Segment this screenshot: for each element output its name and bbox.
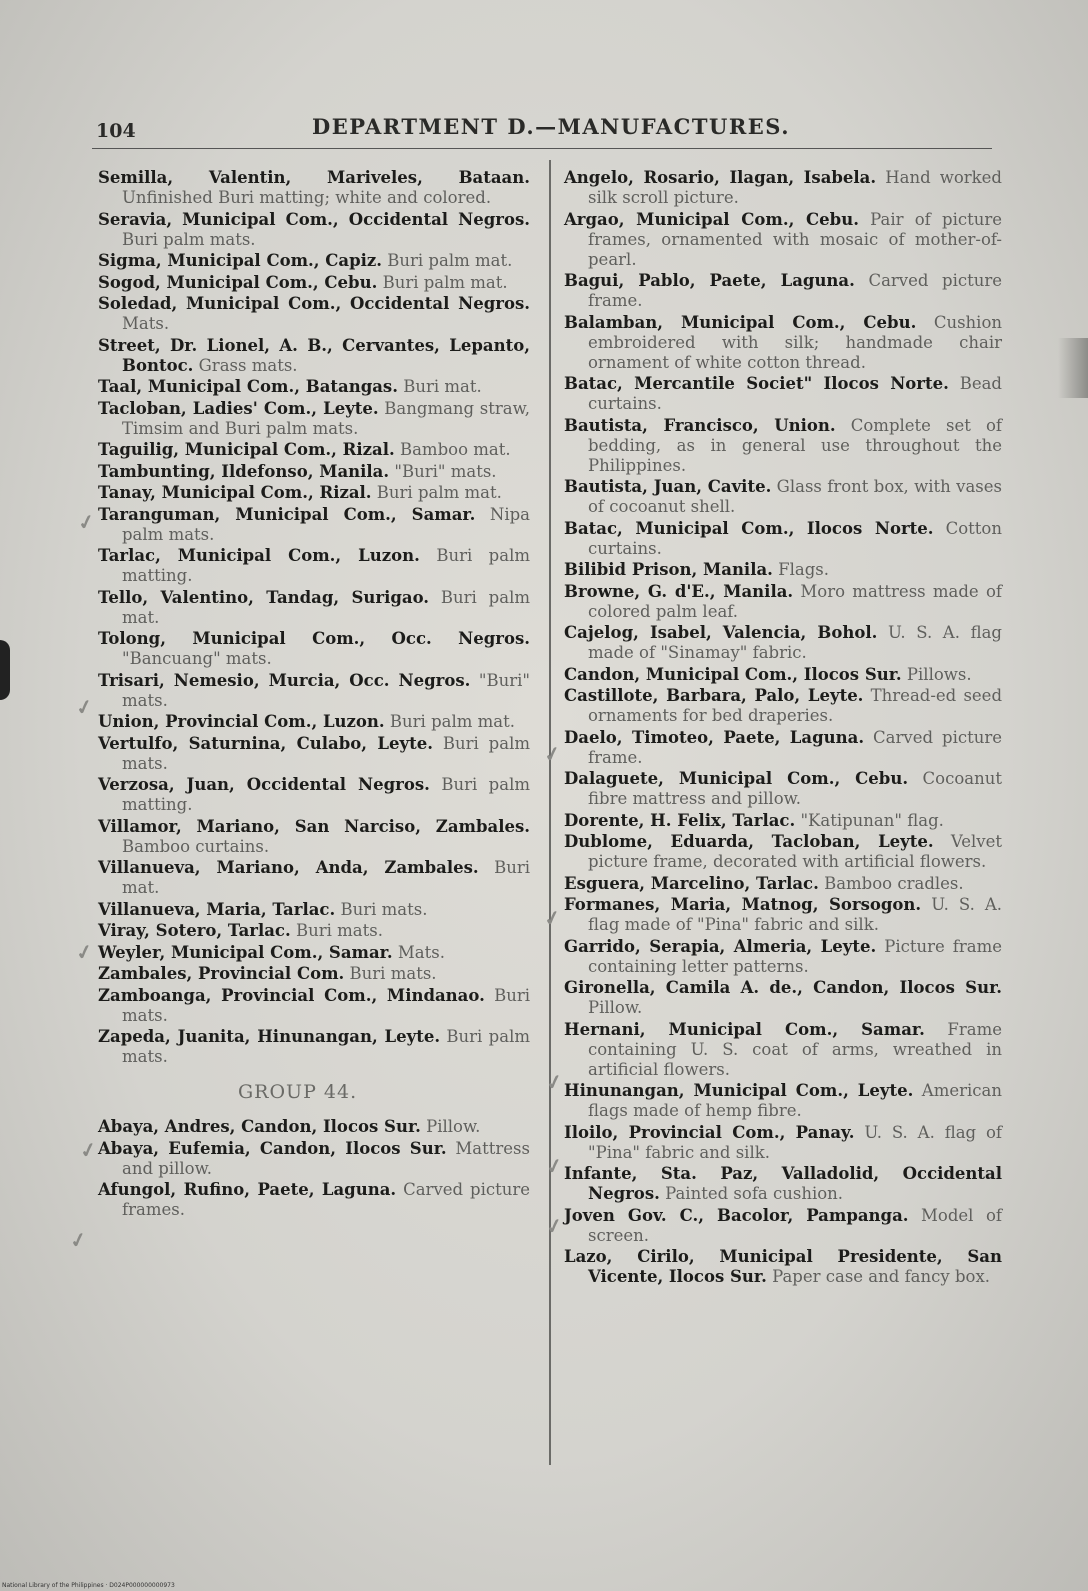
exhibitor-name: Bautista, Francisco, Union. xyxy=(564,415,836,435)
page-number: 104 xyxy=(96,120,136,142)
catalog-entry xyxy=(564,416,1002,476)
exhibitor-name: Cajelog, Isabel, Valencia, Bohol. xyxy=(564,623,878,642)
exhibit-description: Mats. xyxy=(122,314,170,333)
catalog-entry xyxy=(564,686,1002,726)
binding-shadow xyxy=(0,640,10,700)
exhibitor-name: Viray, Sotero, Tarlac. xyxy=(98,921,291,940)
exhibit-description: Pair of picture frames, ornamented with mosaic of mother-of-pearl. xyxy=(588,209,1002,269)
catalog-entry xyxy=(98,251,530,271)
exhibitor-name: Tanay, Municipal Com., Rizal. xyxy=(98,483,372,502)
exhibit-description: Unfinished Buri matting; white and colored. xyxy=(122,188,492,207)
exhibitor-name: Villanueva, Mariano, Anda, Zambales. xyxy=(98,858,479,877)
exhibit-description: Bangmang straw, Timsim and Buri palm mats. xyxy=(122,398,530,438)
exhibit-description: American flags made of hemp fibre. xyxy=(588,1081,1002,1120)
exhibit-description: Buri palm mat. xyxy=(382,272,508,292)
catalog-entry xyxy=(98,588,530,628)
exhibitor-name: Dorente, H. Felix, Tarlac. xyxy=(564,810,796,830)
exhibitor-name: Argao, Municipal Com., Cebu. xyxy=(564,209,859,229)
exhibitor-name: Abaya, Eufemia, Candon, Ilocos Sur. xyxy=(98,1138,447,1158)
catalog-entry xyxy=(98,921,530,941)
exhibitor-name: Daelo, Timoteo, Paete, Laguna. xyxy=(564,727,865,747)
catalog-entry xyxy=(564,937,1002,977)
check-mark-icon: ✓ xyxy=(543,1152,566,1180)
catalog-entry xyxy=(564,1247,1002,1287)
page-edge-shadow xyxy=(1058,338,1088,398)
exhibitor-name: Lazo, Cirilo, Municipal Presidente, San Vicente, Ilocos Sur. xyxy=(564,1247,1002,1286)
catalog-entry xyxy=(98,817,530,857)
catalog-entry xyxy=(98,377,530,397)
left-column xyxy=(98,168,530,1222)
exhibit-description: Painted sofa cushion. xyxy=(665,1184,844,1203)
exhibit-description: Buri mat. xyxy=(122,858,530,897)
check-mark-icon: ✓ xyxy=(73,693,96,721)
catalog-entry xyxy=(98,900,530,920)
exhibit-description: Grass mats. xyxy=(198,355,298,375)
catalog-entry xyxy=(98,483,530,503)
catalog-entry xyxy=(564,811,1002,831)
exhibit-description: Frame containing U. S. coat of arms, wreathed in artificial flowers. xyxy=(588,1019,1003,1079)
exhibit-description: Carved picture frames. xyxy=(122,1180,531,1219)
exhibit-description: Buri palm mat. xyxy=(122,587,530,627)
exhibit-description: Paper case and fancy box. xyxy=(772,1267,991,1286)
exhibit-description: Cotton curtains. xyxy=(588,518,1002,558)
exhibit-description: Bamboo curtains. xyxy=(122,836,270,856)
exhibit-description: Glass front box, with vases of cocoanut shell. xyxy=(588,477,1002,516)
exhibit-description: "Bancuang" mats. xyxy=(122,649,272,668)
exhibit-description: Buri palm matting. xyxy=(122,546,531,585)
exhibitor-name: Formanes, Maria, Matnog, Sorsogon. xyxy=(564,895,922,914)
footer-credit: National Library of the Philippines · D024P000000000973 xyxy=(2,1582,175,1589)
catalog-entry xyxy=(98,336,530,376)
catalog-entry xyxy=(564,271,1002,311)
catalog-entry xyxy=(564,1020,1002,1080)
exhibit-description: Buri palm mat. xyxy=(376,483,502,502)
catalog-entry xyxy=(564,832,1002,872)
exhibitor-name: Bagui, Pablo, Paete, Laguna. xyxy=(564,271,855,290)
exhibitor-name: Verzosa, Juan, Occidental Negros. xyxy=(98,775,430,794)
exhibit-description: U. S. A. flag made of "Sinamay" fabric. xyxy=(588,623,1002,662)
catalog-entry xyxy=(98,943,530,963)
catalog-entry xyxy=(564,1123,1002,1163)
catalog-entry xyxy=(564,210,1002,270)
catalog-entry xyxy=(564,665,1002,685)
exhibitor-name: Tambunting, Ildefonso, Manila. xyxy=(98,461,390,481)
right-column xyxy=(564,168,1002,1289)
exhibitor-name: Hernani, Municipal Com., Samar. xyxy=(564,1019,925,1039)
exhibitor-name: Infante, Sta. Paz, Valladolid, Occidental Negros. xyxy=(564,1164,1002,1203)
exhibitor-name: Bilibid Prison, Manila. xyxy=(564,560,773,579)
exhibitor-name: Sogod, Municipal Com., Cebu. xyxy=(98,272,378,292)
exhibit-description: Hand worked silk scroll picture. xyxy=(588,168,1002,207)
exhibitor-name: Taranguman, Municipal Com., Samar. xyxy=(98,504,476,524)
exhibit-description: Bamboo cradles. xyxy=(824,873,964,893)
exhibit-description: Buri palm matting. xyxy=(122,775,530,814)
catalog-entry xyxy=(98,505,530,545)
exhibitor-name: Batac, Mercantile Societ" Ilocos Norte. xyxy=(564,374,949,393)
exhibitor-name: Dalaguete, Municipal Com., Cebu. xyxy=(564,769,909,788)
exhibitor-name: Tacloban, Ladies' Com., Leyte. xyxy=(98,398,379,418)
exhibitor-name: Tarlac, Municipal Com., Luzon. xyxy=(98,546,420,565)
exhibit-description: Buri mats. xyxy=(295,921,383,940)
catalog-entry xyxy=(98,629,530,669)
exhibit-description: "Buri" mats. xyxy=(394,461,497,481)
catalog-entry xyxy=(564,623,1002,663)
page-header xyxy=(92,112,992,149)
exhibitor-name: Vertulfo, Saturnina, Culabo, Leyte. xyxy=(98,733,433,753)
exhibitor-name: Castillote, Barbara, Palo, Leyte. xyxy=(564,686,864,705)
catalog-entry xyxy=(98,734,530,774)
exhibitor-name: Seravia, Municipal Com., Occidental Negros. xyxy=(98,209,530,229)
catalog-entry xyxy=(564,560,1002,580)
exhibit-description: Buri palm mat. xyxy=(389,712,516,731)
catalog-entry xyxy=(564,1081,1002,1121)
exhibitor-name: Afungol, Rufino, Paete, Laguna. xyxy=(98,1180,397,1199)
exhibit-description: Mattress and pillow. xyxy=(122,1138,530,1178)
exhibitor-name: Angelo, Rosario, Ilagan, Isabela. xyxy=(564,168,877,187)
exhibitor-name: Dublome, Eduarda, Tacloban, Leyte. xyxy=(564,832,934,851)
check-mark-icon: ✓ xyxy=(73,938,96,966)
exhibitor-name: Browne, G. d'E., Manila. xyxy=(564,581,794,601)
catalog-entry xyxy=(564,1164,1002,1204)
catalog-entry xyxy=(98,712,530,732)
exhibitor-name: Tolong, Municipal Com., Occ. Negros. xyxy=(98,629,530,648)
exhibitor-name: Zambales, Provincial Com. xyxy=(98,964,345,983)
catalog-entry xyxy=(98,964,530,984)
exhibit-description: Buri palm mat. xyxy=(387,251,513,270)
catalog-entry xyxy=(564,374,1002,414)
exhibitor-name: Union, Provincial Com., Luzon. xyxy=(98,712,385,731)
catalog-entry xyxy=(564,1206,1002,1246)
running-head: DEPARTMENT D.—MANUFACTURES. xyxy=(312,114,791,139)
exhibit-description: Complete set of bedding, as in general use throughout the Philippines. xyxy=(588,415,1003,475)
exhibitor-name: Joven Gov. C., Bacolor, Pampanga. xyxy=(564,1205,909,1225)
exhibit-description: Buri mats. xyxy=(349,964,437,983)
exhibit-description: Cushion embroidered with silk; handmade chair ornament of white cotton thread. xyxy=(588,312,1003,372)
group-heading: GROUP 44. xyxy=(238,1081,358,1103)
exhibit-description: Buri mats. xyxy=(340,899,428,919)
exhibitor-name: Taguilig, Municipal Com., Rizal. xyxy=(98,440,395,459)
exhibitor-name: Sigma, Municipal Com., Capiz. xyxy=(98,251,383,270)
catalog-entry xyxy=(564,978,1002,1018)
exhibitor-name: Balamban, Municipal Com., Cebu. xyxy=(564,312,917,332)
exhibit-description: Pillows. xyxy=(906,664,972,684)
catalog-entry xyxy=(564,477,1002,517)
catalog-entry xyxy=(98,273,530,293)
catalog-entry xyxy=(98,1027,530,1067)
catalog-entry xyxy=(98,168,530,208)
catalog-entry xyxy=(564,728,1002,768)
column-divider xyxy=(549,160,551,1465)
catalog-entry xyxy=(98,671,530,711)
exhibit-description: Carved picture frame. xyxy=(588,727,1003,767)
catalog-entry xyxy=(98,210,530,250)
catalog-entry xyxy=(564,895,1002,935)
check-mark-icon: ✓ xyxy=(541,740,564,768)
exhibitor-name: Villamor, Mariano, San Narciso, Zambales. xyxy=(98,816,530,836)
catalog-entry xyxy=(98,399,530,439)
exhibit-description: Mats. xyxy=(397,942,445,962)
check-mark-icon: ✓ xyxy=(67,1226,90,1254)
exhibitor-name: Batac, Municipal Com., Ilocos Norte. xyxy=(564,518,934,538)
exhibit-description: Model of screen. xyxy=(588,1205,1003,1245)
check-mark-icon: ✓ xyxy=(75,508,98,536)
exhibit-description: Buri mats. xyxy=(122,985,530,1025)
exhibit-description: Nipa palm mats. xyxy=(122,504,531,544)
exhibit-description: Velvet picture frame, decorated with artificial flowers. xyxy=(588,832,1002,871)
exhibitor-name: Iloilo, Provincial Com., Panay. xyxy=(564,1122,855,1142)
exhibitor-name: Weyler, Municipal Com., Samar. xyxy=(98,942,393,962)
catalog-entry xyxy=(98,1139,530,1179)
exhibit-description: Moro mattress made of colored palm leaf. xyxy=(588,581,1002,621)
check-mark-icon: ✓ xyxy=(541,904,564,932)
exhibitor-name: Villanueva, Maria, Tarlac. xyxy=(98,899,336,919)
catalog-entry xyxy=(98,986,530,1026)
exhibitor-name: Hinunangan, Municipal Com., Leyte. xyxy=(564,1081,914,1100)
exhibit-description: Pillow. xyxy=(588,998,643,1017)
exhibitor-name: Zapeda, Juanita, Hinunangan, Leyte. xyxy=(98,1027,441,1046)
catalog-entry xyxy=(98,294,530,334)
catalog-entry xyxy=(98,546,530,586)
check-mark-icon: ✓ xyxy=(77,1136,100,1164)
check-mark-icon: ✓ xyxy=(543,1068,566,1096)
exhibit-description: Buri palm mats. xyxy=(122,1027,530,1066)
exhibit-description: Cocoanut fibre mattress and pillow. xyxy=(588,769,1002,808)
exhibit-description: Buri mat. xyxy=(403,377,482,396)
check-mark-icon: ✓ xyxy=(543,1212,566,1240)
catalog-entry xyxy=(564,769,1002,809)
exhibitor-name: Esguera, Marcelino, Tarlac. xyxy=(564,873,819,893)
exhibit-description: "Katipunan" flag. xyxy=(800,810,944,830)
catalog-entry xyxy=(98,1117,530,1137)
exhibitor-name: Semilla, Valentin, Mariveles, Bataan. xyxy=(98,168,530,187)
exhibit-description: "Buri" mats. xyxy=(122,670,530,710)
exhibitor-name: Trisari, Nemesio, Murcia, Occ. Negros. xyxy=(98,670,471,690)
exhibit-description: Buri palm mats. xyxy=(122,733,530,773)
catalog-entry xyxy=(98,440,530,460)
catalog-entry xyxy=(564,582,1002,622)
catalog-entry xyxy=(98,462,530,482)
catalog-entry xyxy=(564,313,1002,373)
exhibitor-name: Abaya, Andres, Candon, Ilocos Sur. xyxy=(98,1117,421,1136)
exhibit-description: U. S. A. flag made of "Pina" fabric and silk. xyxy=(588,895,1003,934)
catalog-entry xyxy=(564,874,1002,894)
catalog-entry xyxy=(564,519,1002,559)
exhibitor-name: Bautista, Juan, Cavite. xyxy=(564,477,772,496)
exhibit-description: Flags. xyxy=(778,560,830,579)
catalog-entry xyxy=(98,775,530,815)
exhibitor-name: Zamboanga, Provincial Com., Mindanao. xyxy=(98,985,485,1005)
exhibitor-name: Soledad, Municipal Com., Occidental Negros. xyxy=(98,294,530,313)
catalog-entry xyxy=(98,1180,530,1220)
exhibitor-name: Garrido, Serapia, Almeria, Leyte. xyxy=(564,936,877,956)
catalog-entry xyxy=(98,858,530,898)
exhibit-description: Bamboo mat. xyxy=(399,440,511,459)
exhibit-description: Buri palm mats. xyxy=(122,229,256,249)
exhibitor-name: Street, Dr. Lionel, A. B., Cervantes, Lepanto, Bontoc. xyxy=(98,335,530,375)
exhibit-description: Thread-ed seed ornaments for bed draperies. xyxy=(588,686,1003,725)
exhibit-description: U. S. A. flag of "Pina" fabric and silk. xyxy=(588,1122,1003,1162)
exhibit-description: Carved picture frame. xyxy=(588,271,1003,310)
catalog-entry xyxy=(564,168,1002,208)
exhibitor-name: Candon, Municipal Com., Ilocos Sur. xyxy=(564,664,902,684)
exhibitor-name: Tello, Valentino, Tandag, Surigao. xyxy=(98,587,430,607)
exhibitor-name: Gironella, Camila A. de., Candon, Ilocos Sur. xyxy=(564,978,1002,997)
exhibit-description: Pillow. xyxy=(426,1117,481,1136)
exhibit-description: Picture frame containing letter patterns. xyxy=(588,936,1002,976)
exhibit-description: Bead curtains. xyxy=(588,374,1002,413)
exhibitor-name: Taal, Municipal Com., Batangas. xyxy=(98,377,398,396)
